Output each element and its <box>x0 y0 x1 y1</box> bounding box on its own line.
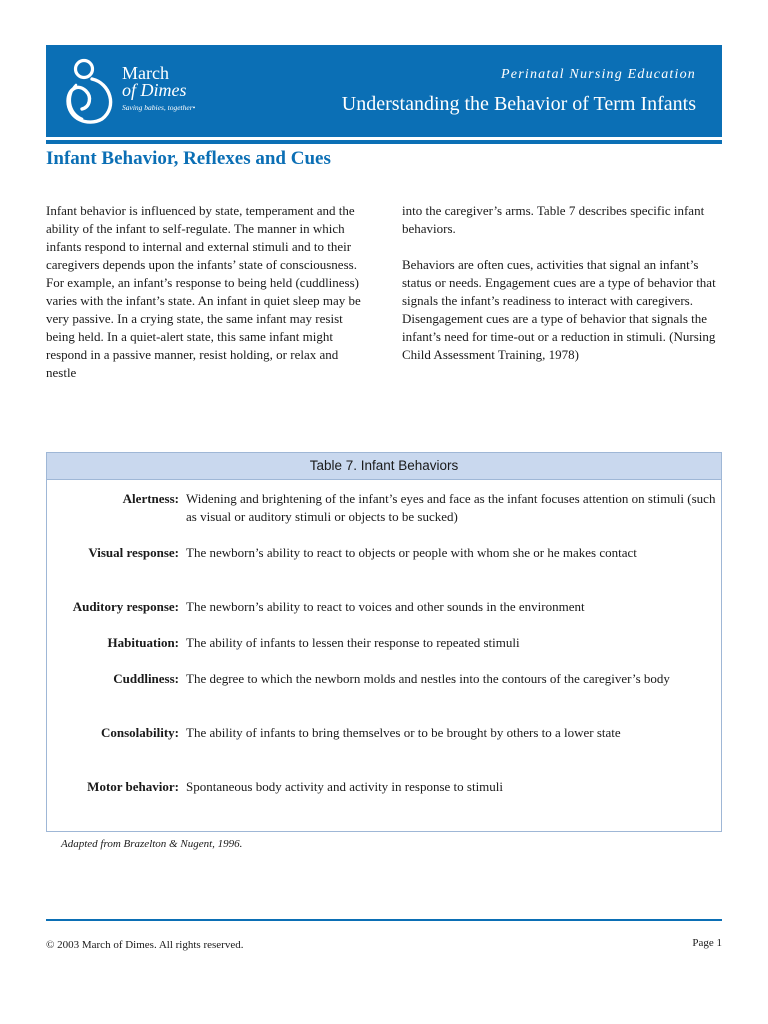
copyright-notice: © 2003 March of Dimes. All rights reserved. <box>46 939 244 951</box>
table-title: Table 7. Infant Behaviors <box>47 453 721 480</box>
body-paragraph: into the caregiver’s arms. Table 7 describes specific infant behaviors. <box>402 203 705 236</box>
header-banner <box>46 45 722 137</box>
behavior-term: Visual response: <box>88 545 179 560</box>
behavior-term: Motor behavior: <box>87 779 179 794</box>
section-title: Infant Behavior, Reflexes and Cues <box>46 148 331 169</box>
behavior-definition: Spontaneous body activity and activity in response to stimuli <box>186 779 504 794</box>
behavior-definition: The degree to which the newborn molds and nestles into the contours of the caregiver’s body <box>186 671 670 686</box>
behavior-term: Consolability: <box>100 725 179 740</box>
behavior-term: Habituation: <box>107 635 179 650</box>
series-name: Perinatal Nursing Education <box>501 67 696 82</box>
behavior-term: Auditory response: <box>72 599 179 614</box>
behavior-definition: Widening and brightening of the infant’s eyes and face as the infant focuses attention on stimuli (such as visual or auditory stimuli or objects to be sucked) <box>186 491 716 524</box>
behavior-definition: The ability of infants to bring themselves or to be brought by others to a lower state <box>186 725 621 740</box>
behavior-term: Alertness: <box>122 491 179 506</box>
body-paragraph: Infant behavior is influenced by state, temperament and the ability of the infant to self-regulate. The manner in which infants respond to internal and external stimuli and to their caregivers depends upon the infants’ state of consciousness. For example, an infant’s response to being held (cuddliness) varies with the infant’s state. An infant in quiet sleep may be very passive. In a crying state, the same infant may resist being held. In a quiet-alert state, this same infant might respond in a passive manner, resist holding, or relax and nestle <box>46 203 361 380</box>
logo-line-1: March <box>122 63 169 83</box>
march-of-dimes-logo-icon <box>62 55 120 127</box>
header-divider <box>46 140 722 144</box>
infant-behaviors-table <box>46 452 722 850</box>
behavior-definition: The newborn’s ability to react to objects or people with whom she or he makes contact <box>186 545 637 560</box>
left-column <box>46 202 366 382</box>
behavior-definition: The newborn’s ability to react to voices and other sounds in the environment <box>186 599 585 614</box>
behavior-term: Cuddliness: <box>113 671 179 686</box>
body-paragraph: Behaviors are often cues, activities that signal an infant’s status or needs. Engagement cues are a type of behavior that signals the infant’s readiness to interact with caregivers. Disengagement cues are a type of behavior that signals the infant’s need for time-out or a reduction in stimuli. (Nursing Child Assessment Training, 1978) <box>402 257 716 362</box>
document-title: Understanding the Behavior of Term Infants <box>341 93 696 115</box>
logo-tagline: Saving babies, together• <box>122 103 196 112</box>
footer-divider <box>46 919 722 921</box>
logo-line-2: of Dimes <box>122 80 187 100</box>
page-number: Page 1 <box>692 937 722 949</box>
right-column <box>402 202 722 364</box>
behavior-definition: The ability of infants to lessen their response to repeated stimuli <box>186 635 520 650</box>
table-source-note: Adapted from Brazelton & Nugent, 1996. <box>61 838 243 850</box>
